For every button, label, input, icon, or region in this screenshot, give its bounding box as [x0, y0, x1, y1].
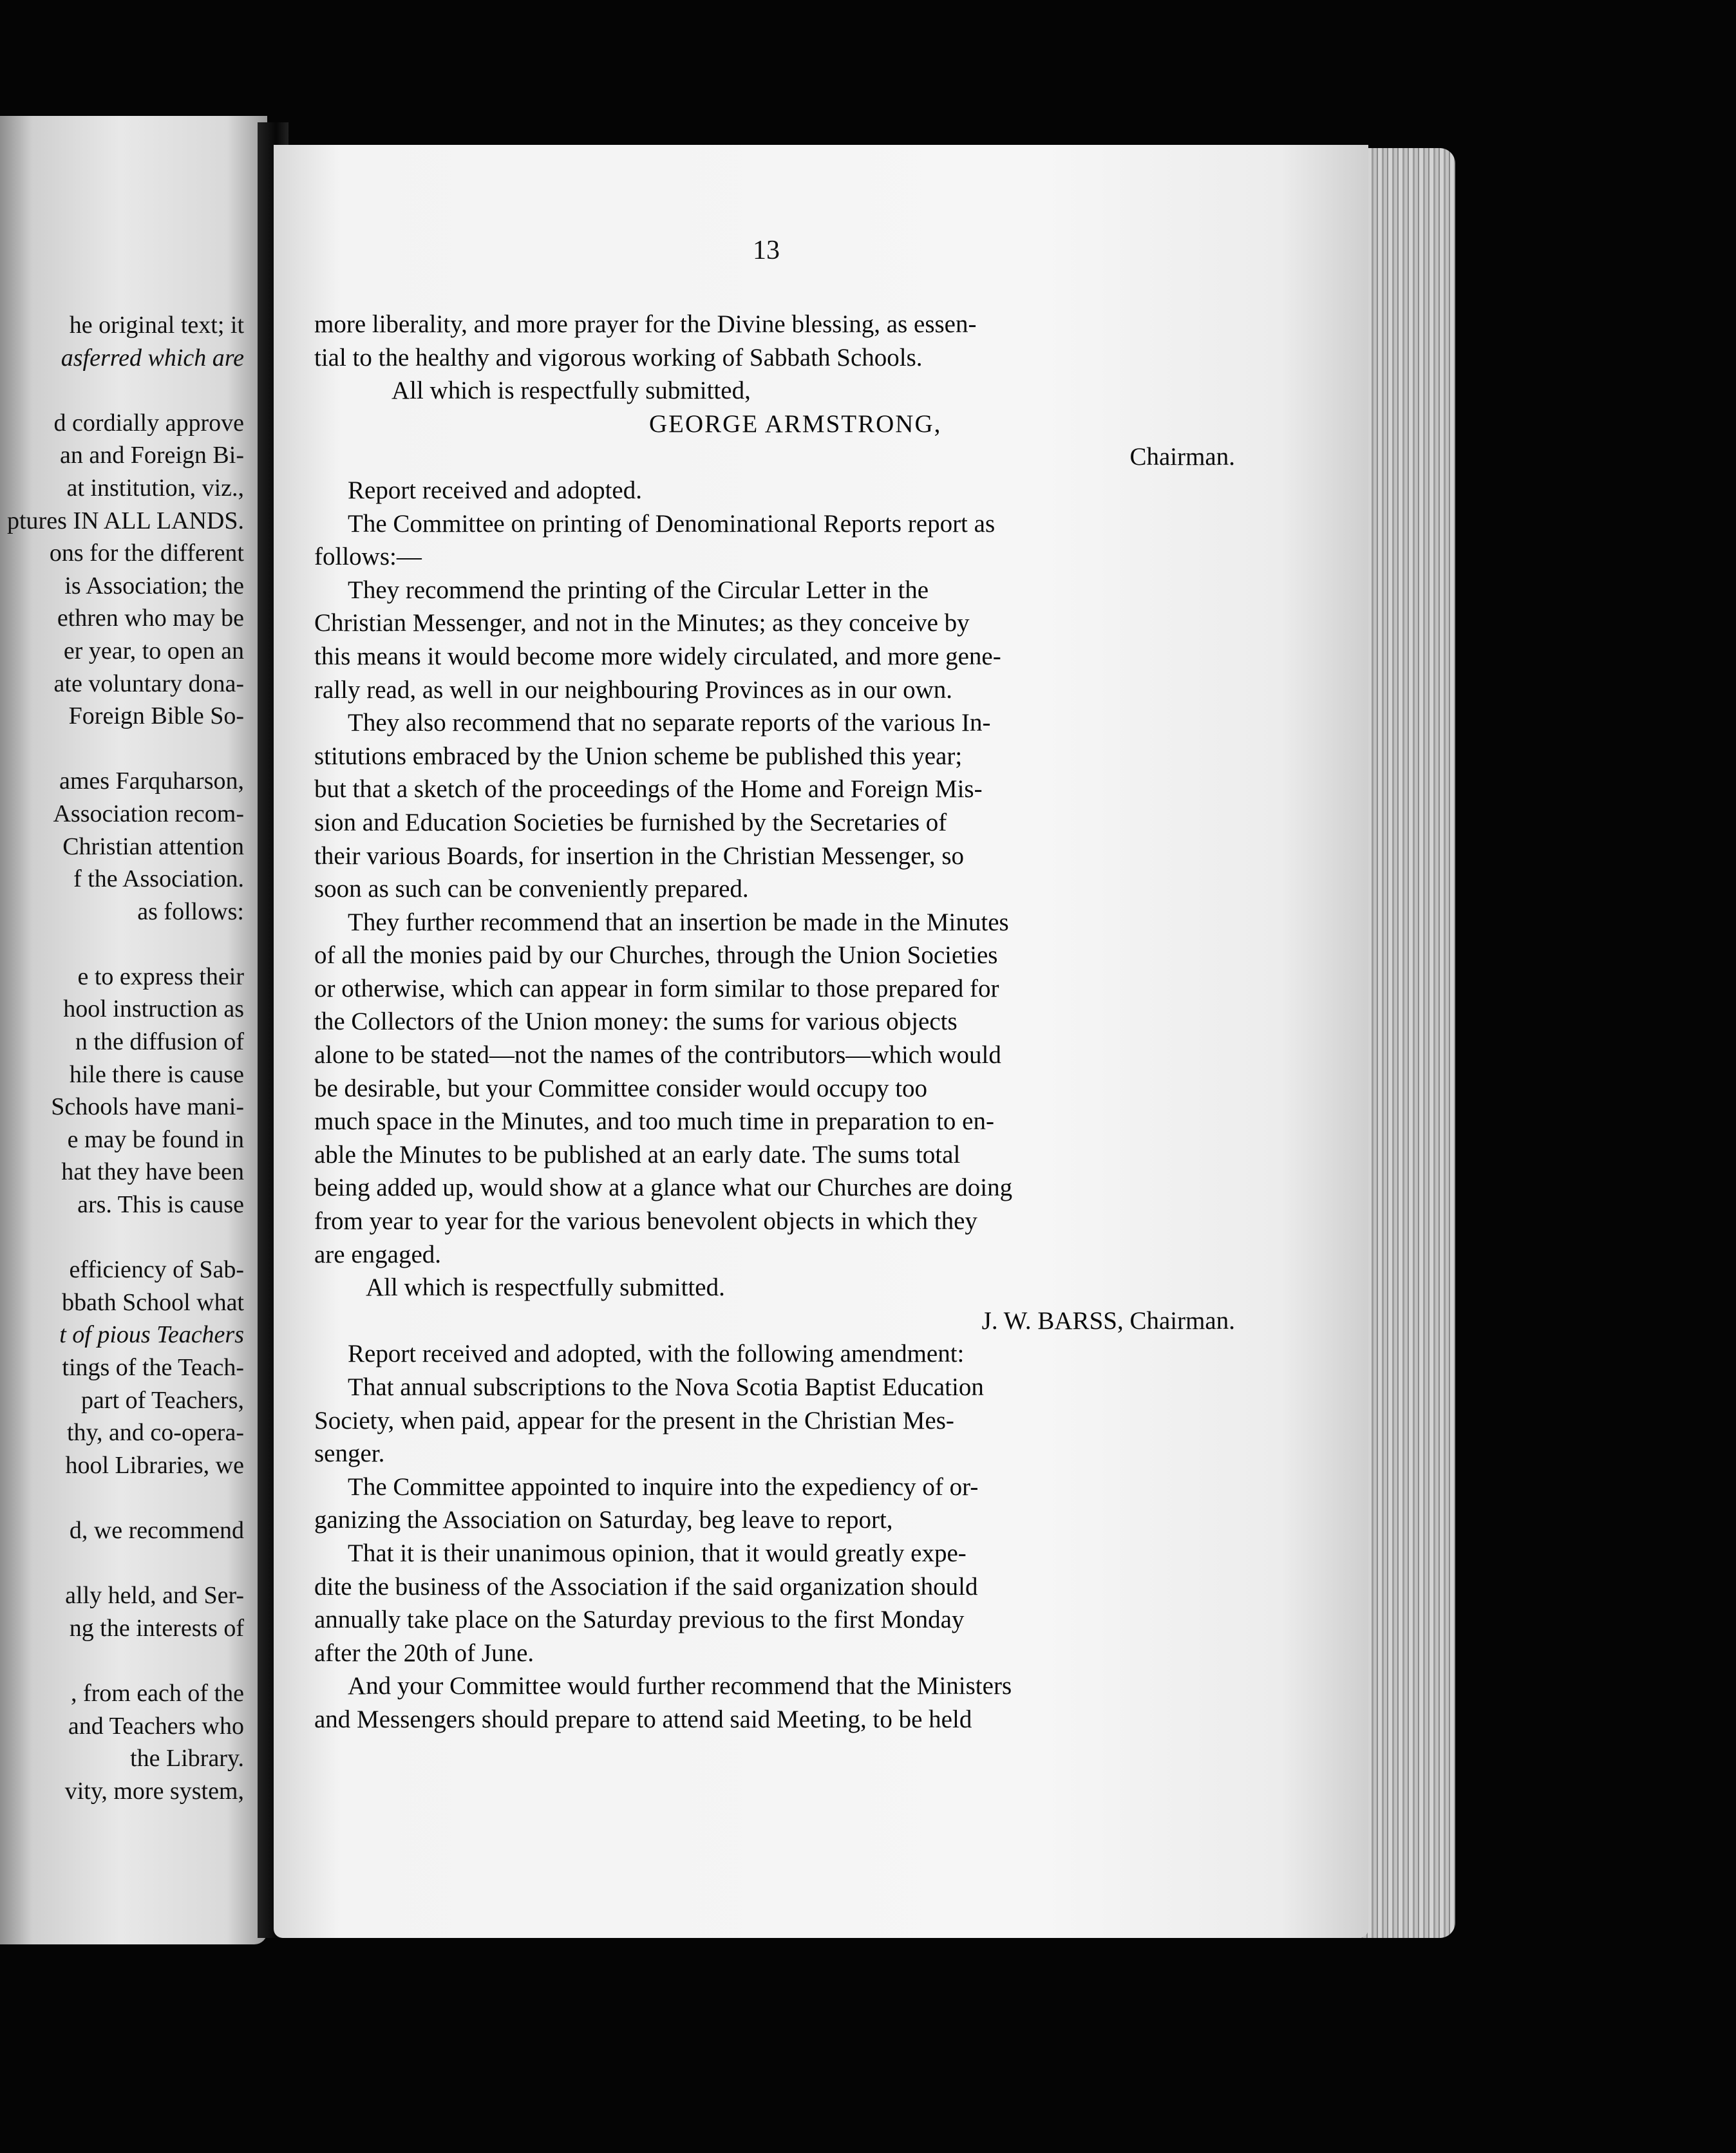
text-line: be desirable, but your Committee consider would occupy too	[314, 1074, 928, 1102]
text-line: The Committee appointed to inquire into the expediency of or-	[348, 1472, 979, 1501]
text-line: All which is respectfully submitted.	[366, 1274, 725, 1302]
text-line: They recommend the printing of the Circular Letter in the	[348, 576, 929, 604]
left-line: hool instruction as	[63, 995, 244, 1023]
text-line: tial to the healthy and vigorous working of Sabbath Schools.	[314, 343, 923, 371]
text-line: sion and Education Societies be furnished by the Secretaries of	[314, 808, 947, 836]
left-line: is Association; the	[64, 572, 244, 599]
text-line: alone to be stated—not the names of the contributors—which would	[314, 1041, 1001, 1069]
text-line: All which is respectfully submitted,	[392, 377, 751, 405]
left-line: efficiency of Sab-	[69, 1256, 244, 1284]
left-line: asferred which are	[61, 344, 244, 371]
left-line	[0, 1221, 244, 1254]
signature-title: Chairman.	[1129, 443, 1235, 471]
text-line: senger.	[314, 1440, 385, 1468]
left-line: as follows:	[137, 898, 244, 925]
left-line: the Library.	[130, 1745, 244, 1772]
left-line: , from each of the	[70, 1679, 244, 1707]
left-line: thy, and co-opera-	[66, 1419, 244, 1447]
left-line: ally held, and Ser-	[65, 1582, 244, 1610]
text-line: more liberality, and more prayer for the Divine blessing, as essen-	[314, 310, 977, 338]
text-line: stitutions embraced by the Union scheme be published this year;	[314, 742, 963, 770]
left-line: hool Libraries, we	[65, 1451, 244, 1479]
left-line: e to express their	[77, 963, 244, 990]
text-line: And your Committee would further recommend that the Ministers	[348, 1672, 1012, 1700]
text-line: this means it would become more widely circulated, and more gene-	[314, 642, 1001, 670]
text-line: Christian Messenger, and not in the Minutes; as they conceive by	[314, 609, 970, 637]
left-line	[0, 733, 244, 766]
left-line	[0, 928, 244, 961]
left-line: f the Association.	[73, 865, 244, 893]
text-line: from year to year for the various benevolent objects in which they	[314, 1207, 977, 1236]
text-line: the Collectors of the Union money: the sums for various objects	[314, 1008, 958, 1036]
text-line: ganizing the Association on Saturday, beg leave to report,	[314, 1506, 893, 1534]
text-line: That annual subscriptions to the Nova Scotia Baptist Education	[348, 1373, 984, 1401]
left-line	[0, 1481, 244, 1514]
left-line: and Teachers who	[68, 1712, 244, 1740]
left-line: vity, more system,	[64, 1777, 244, 1805]
left-line: e may be found in	[67, 1125, 244, 1153]
text-line: They further recommend that an insertion be made in the Minutes	[348, 908, 1009, 936]
left-line	[0, 1547, 244, 1580]
text-line: but that a sketch of the proceedings of the Home and Foreign Mis-	[314, 775, 983, 804]
left-line: er year, to open an	[63, 637, 244, 664]
text-line: being added up, would show at a glance what our Churches are doing	[314, 1174, 1013, 1202]
left-line: Christian attention	[62, 832, 244, 860]
text-line: annually take place on the Saturday previous to the first Monday	[314, 1606, 965, 1634]
text-line: after the 20th of June.	[314, 1639, 534, 1667]
left-line: ng the interests of	[69, 1614, 244, 1642]
signature-name: GEORGE ARMSTRONG,	[649, 409, 942, 438]
left-line: tings of the Teach-	[62, 1354, 244, 1381]
text-line: They also recommend that no separate reports of the various In-	[348, 709, 991, 737]
left-line: ate voluntary dona-	[53, 670, 244, 697]
text-line: their various Boards, for insertion in the Christian Messenger, so	[314, 841, 965, 870]
text-line: dite the business of the Association if the said organization should	[314, 1572, 978, 1601]
text-line: Report received and adopted, with the following amendment:	[348, 1340, 965, 1368]
left-line: ames Farquharson,	[59, 767, 244, 795]
left-line: at institution, viz.,	[66, 474, 244, 502]
text-line: Society, when paid, appear for the present in the Christian Mes-	[314, 1406, 954, 1434]
text-line: of all the monies paid by our Churches, through the Union Societies	[314, 941, 998, 970]
left-line: Foreign Bible So-	[68, 702, 244, 730]
left-line	[0, 374, 244, 407]
text-line: follows:—	[314, 543, 422, 571]
left-page	[0, 116, 267, 1944]
left-line: ptures IN ALL LANDS.	[7, 507, 244, 534]
text-line: are engaged.	[314, 1240, 442, 1268]
left-line: ars. This is cause	[77, 1191, 244, 1219]
text-line: much space in the Minutes, and too much time in preparation to en-	[314, 1107, 994, 1136]
left-line: he original text; it	[69, 312, 244, 339]
left-page-text	[0, 309, 244, 1807]
signature-line: J. W. BARSS, Chairman.	[981, 1306, 1235, 1335]
text-line: Report received and adopted.	[348, 476, 642, 504]
left-line: an and Foreign Bi-	[59, 442, 244, 469]
text-line: That it is their unanimous opinion, that it would greatly expe-	[348, 1539, 967, 1567]
left-line: ethren who may be	[57, 605, 244, 632]
left-line: n the diffusion of	[75, 1028, 244, 1056]
page-number: 13	[753, 236, 780, 265]
left-line: t of pious Teachers	[59, 1321, 244, 1349]
text-line: or otherwise, which can appear in form similar to those prepared for	[314, 974, 999, 1002]
left-line: ons for the different	[49, 540, 244, 567]
text-line: The Committee on printing of Denominational Reports report as	[348, 509, 995, 538]
page-body	[314, 308, 1248, 1736]
text-line: and Messengers should prepare to attend said Meeting, to be held	[314, 1705, 972, 1733]
text-line: soon as such can be conveniently prepared.	[314, 875, 749, 903]
left-line: hile there is cause	[69, 1060, 244, 1088]
left-line: d, we recommend	[69, 1516, 244, 1544]
left-line: d cordially approve	[53, 409, 244, 437]
left-line: Schools have mani-	[51, 1093, 244, 1121]
left-line: part of Teachers,	[80, 1386, 244, 1414]
text-line: rally read, as well in our neighbouring Provinces as in our own.	[314, 675, 953, 704]
left-line: Association recom-	[53, 800, 244, 827]
left-line: bbath School what	[62, 1288, 244, 1316]
left-line: hat they have been	[61, 1158, 244, 1186]
left-line	[0, 1644, 244, 1677]
text-line: able the Minutes to be published at an early date. The sums total	[314, 1140, 961, 1169]
